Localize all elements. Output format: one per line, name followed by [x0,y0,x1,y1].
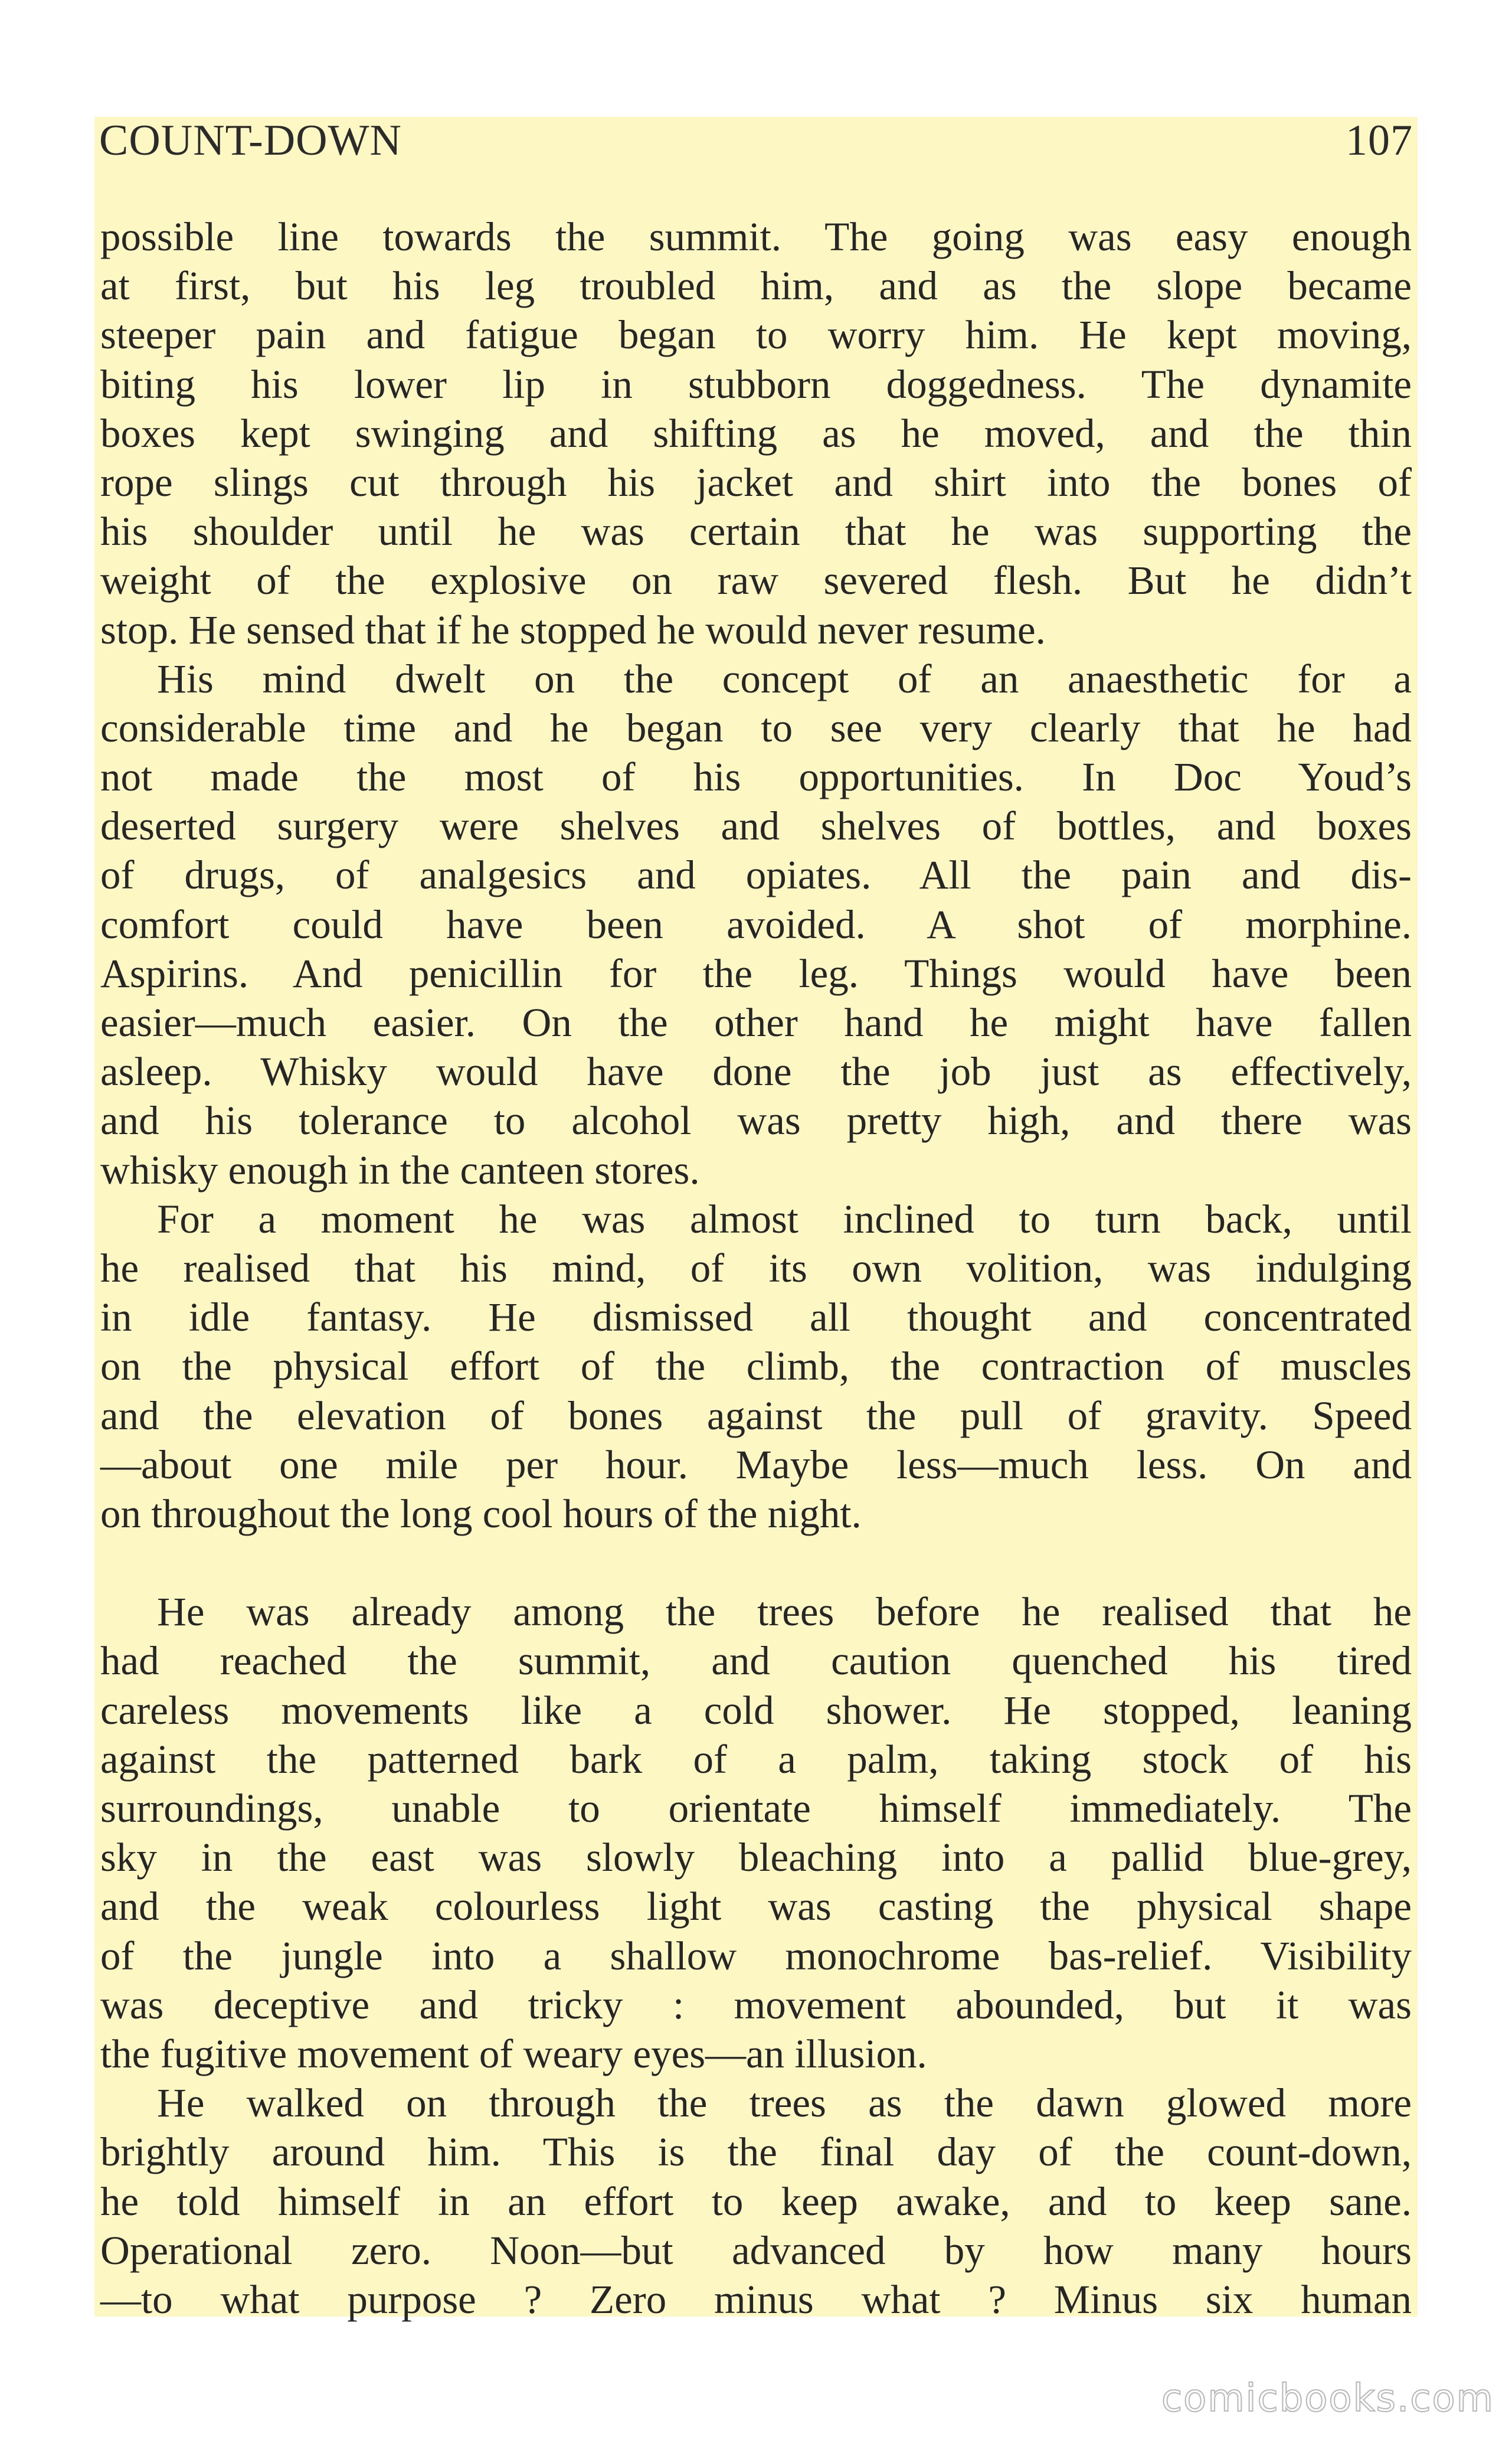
text-line: his shoulder until he was certain that he was supporting the [100,509,1412,554]
text-line: and the weak colourless light was casting the physical shape [100,1884,1412,1929]
text-line: in idle fantasy. He dismissed all thought and concentrated [100,1295,1412,1340]
paragraph [100,655,1412,1195]
section-break [100,1538,1412,1587]
text-line: of the jungle into a shallow monochrome bas-relief. Visibility [100,1933,1412,1978]
text-line: was deceptive and tricky : movement abounded, but it was [100,1982,1412,2027]
paragraph [100,2079,1412,2324]
page-number: 107 [1346,116,1413,165]
text-line: against the patterned bark of a palm, taking stock of his [100,1736,1412,1782]
text-line: he realised that his mind, of its own volition, was indulging [100,1245,1412,1291]
text-line: had reached the summit, and caution quenched his tired [100,1638,1412,1684]
text-line: at first, but his leg troubled him, and as the slope became [100,263,1412,309]
text-line: deserted surgery were shelves and shelves of bottles, and boxes [100,803,1412,849]
text-line: rope slings cut through his jacket and shirt into the bones of [100,459,1412,505]
text-line: easier—much easier. On the other hand he might have fallen [100,1000,1412,1045]
text-line: and the elevation of bones against the pull of gravity. Speed [100,1393,1412,1438]
text-line: For a moment he was almost inclined to turn back, until [157,1196,1412,1242]
paragraph [100,1195,1412,1538]
paragraph [100,1587,1412,2079]
text-line: Operational zero. Noon—but advanced by how many hours [100,2227,1412,2273]
text-line: asleep. Whisky would have done the job just as effectively, [100,1049,1412,1095]
running-head [99,116,1413,181]
text-line: boxes kept swinging and shifting as he moved, and the thin [100,410,1412,456]
text-line: the fugitive movement of weary eyes—an illusion. [100,2031,927,2076]
text-line: comfort could have been avoided. A shot of morphine. [100,901,1412,947]
text-line: He was already among the trees before he realised that he [157,1589,1412,1635]
text-line: Aspirins. And penicillin for the leg. Things would have been [100,950,1412,996]
text-line: biting his lower lip in stubborn doggedness. The dynamite [100,361,1412,407]
text-line: —about one mile per hour. Maybe less—much less. On and [100,1442,1412,1487]
text-line: on the physical effort of the climb, the contraction of muscles [100,1344,1412,1389]
text-line: brightly around him. This is the final day of the count-down, [100,2129,1412,2175]
text-line: weight of the explosive on raw severed flesh. But he didn’t [100,558,1412,603]
text-line: not made the most of his opportunities. In Doc Youd’s [100,754,1412,800]
text-line: —to what purpose ? Zero minus what ? Minus six human [100,2276,1412,2322]
text-line: considerable time and he began to see very clearly that he had [100,705,1412,750]
text-line: whisky enough in the canteen stores. [100,1147,700,1193]
text-line: surroundings, unable to orientate himself immediately. The [100,1786,1412,1831]
text-line: sky in the east was slowly bleaching into a pallid blue-grey, [100,1835,1412,1880]
watermark: comicbooks.com [1161,2377,1494,2420]
text-line: and his tolerance to alcohol was pretty high, and there was [100,1098,1412,1144]
body-text [100,213,1412,2324]
paragraph [100,213,1412,655]
text-line: He walked on through the trees as the dawn glowed more [157,2080,1412,2126]
text-line: he told himself in an effort to keep awake, and to keep sane. [100,2178,1412,2224]
text-line: on throughout the long cool hours of the night. [100,1491,862,1536]
text-line: His mind dwelt on the concept of an anaesthetic for a [157,656,1412,701]
chapter-title: COUNT-DOWN [99,116,402,165]
text-line: possible line towards the summit. The going was easy enough [100,214,1412,259]
text-line: steeper pain and fatigue began to worry him. He kept moving, [100,312,1412,358]
text-line: stop. He sensed that if he stopped he would never resume. [100,607,1046,652]
text-line: careless movements like a cold shower. He stopped, leaning [100,1687,1412,1733]
text-line: of drugs, of analgesics and opiates. All the pain and dis- [100,852,1412,898]
